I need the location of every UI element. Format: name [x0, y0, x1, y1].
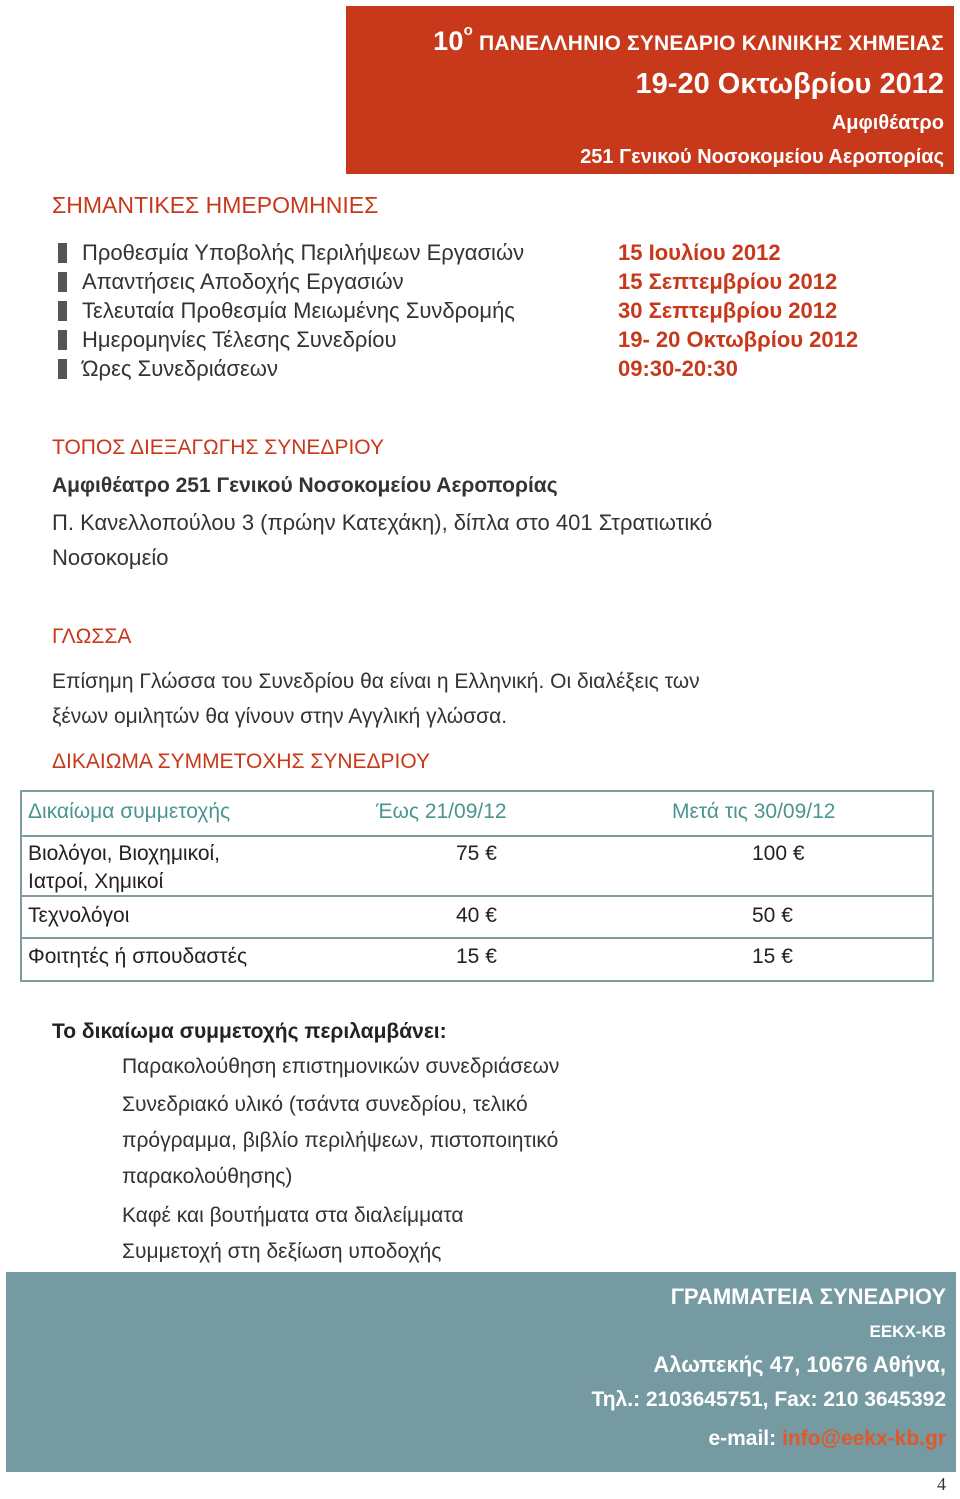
includes-heading: Το δικαίωμα συμμετοχής περιλαμβάνει: — [52, 1020, 447, 1043]
row-divider — [22, 937, 932, 939]
location-heading: ΤΟΠΟΣ ΔΙΕΞΑΓΩΓΗΣ ΣΥΝΕΔΡΙΟΥ — [52, 436, 384, 459]
conference-banner — [346, 6, 954, 174]
secretariat-phone: Τηλ.: 2103645751, Fax: 210 3645392 — [591, 1388, 946, 1411]
list-item: Συνεδριακό υλικό (τσάντα συνεδρίου, τελικό — [122, 1093, 528, 1116]
date-row: Ημερομηνίες Τέλεσης Συνεδρίου 19- 20 Οκτωβρίου 2012 — [58, 327, 938, 356]
secretariat-box — [6, 1272, 956, 1472]
column-header: Έως 21/09/12 — [376, 800, 507, 823]
fees-table: Δικαίωμα συμμετοχής Έως 21/09/12 Μετά τις 30/09/12 Βιολόγοι, Βιοχημικοί, Ιατροί, Χημικοί 75 € 100 € Τεχνολόγοι 40 € 50 € Φοιτητές ή σπουδαστές 15 € 15 € — [20, 790, 934, 982]
banner-dates: 19-20 Οκτωβρίου 2012 — [635, 68, 944, 100]
email-link[interactable]: info@eekx-kb.gr — [781, 1427, 946, 1450]
banner-venue: Αμφιθέατρο — [831, 112, 944, 134]
row-divider — [22, 895, 932, 897]
bullet-icon — [58, 330, 67, 350]
important-dates-list — [58, 240, 938, 385]
language-text-line1: Επίσημη Γλώσσα του Συνεδρίου θα είναι η Ελληνική. Οι διαλέξεις των — [52, 670, 700, 693]
column-header: Μετά τις 30/09/12 — [672, 800, 836, 823]
venue-address: Π. Κανελλοπούλου 3 (πρώην Κατεχάκη), δίπλα στο 401 Στρατιωτικό — [52, 510, 713, 535]
list-item: πρόγραμμα, βιβλίο περιλήψεων, πιστοποιητικό — [122, 1129, 559, 1152]
banner-venue-hospital: 251 Γενικού Νοσοκομείου Αεροπορίας — [580, 146, 944, 168]
language-heading: ΓΛΩΣΣΑ — [52, 625, 132, 648]
venue-name: Αμφιθέατρο 251 Γενικού Νοσοκομείου Αεροπορίας — [52, 474, 558, 497]
venue-address-line2: Νοσοκομείο — [52, 545, 169, 570]
language-text-line2: ξένων ομιλητών θα γίνουν στην Αγγλική γλώσσα. — [52, 705, 508, 728]
list-item: Καφέ και βουτήματα στα διαλείμματα — [122, 1204, 464, 1227]
date-row: Προθεσμία Υποβολής Περιλήψεων Εργασιών 15 Ιουλίου 2012 — [58, 240, 938, 269]
date-row: Ώρες Συνεδριάσεων 09:30-20:30 — [58, 356, 938, 385]
fees-table-header — [22, 792, 932, 837]
banner-title: $10^o$ ΠΑΝΕΛΛΗΝΙΟ ΣΥΝΕΔΡΙΟ ΚΛΙΝΙΚΗΣ ΧΗΜΕΙΑΣ — [433, 22, 944, 56]
bullet-icon — [58, 301, 67, 321]
date-row: Τελευταία Προθεσμία Μειωμένης Συνδρομής 30 Σεπτεμβρίου 2012 — [58, 298, 938, 327]
date-row: Απαντήσεις Αποδοχής Εργασιών 15 Σεπτεμβρίου 2012 — [58, 269, 938, 298]
important-dates-heading: ΣΗΜΑΝΤΙΚΕΣ ΗΜΕΡΟΜΗΝΙΕΣ — [52, 192, 379, 218]
page-number: 4 — [937, 1474, 946, 1494]
column-header: Δικαίωμα συμμετοχής — [28, 800, 231, 823]
list-item: Συμμετοχή στη δεξίωση υποδοχής — [122, 1240, 442, 1263]
list-item: Παρακολούθηση επιστημονικών συνεδριάσεων — [122, 1055, 560, 1078]
bullet-icon — [58, 243, 67, 263]
list-item: παρακολούθησης) — [122, 1165, 293, 1188]
secretariat-address: Αλωπεκής 47, 10676 Αθήνα, — [653, 1352, 946, 1377]
secretariat-title: ΓΡΑΜΜΑΤΕΙΑ ΣΥΝΕΔΡΙΟΥ — [670, 1284, 946, 1309]
fees-heading: ΔΙΚΑΙΩΜΑ ΣΥΜΜΕΤΟΧΗΣ ΣΥΝΕΔΡΙΟΥ — [52, 750, 431, 773]
secretariat-org: ΕΕΚΧ-ΚΒ — [869, 1322, 946, 1341]
bullet-icon — [58, 359, 67, 379]
bullet-icon — [58, 272, 67, 292]
secretariat-email-line: e-mail: info@eekx-kb.gr — [708, 1427, 946, 1450]
